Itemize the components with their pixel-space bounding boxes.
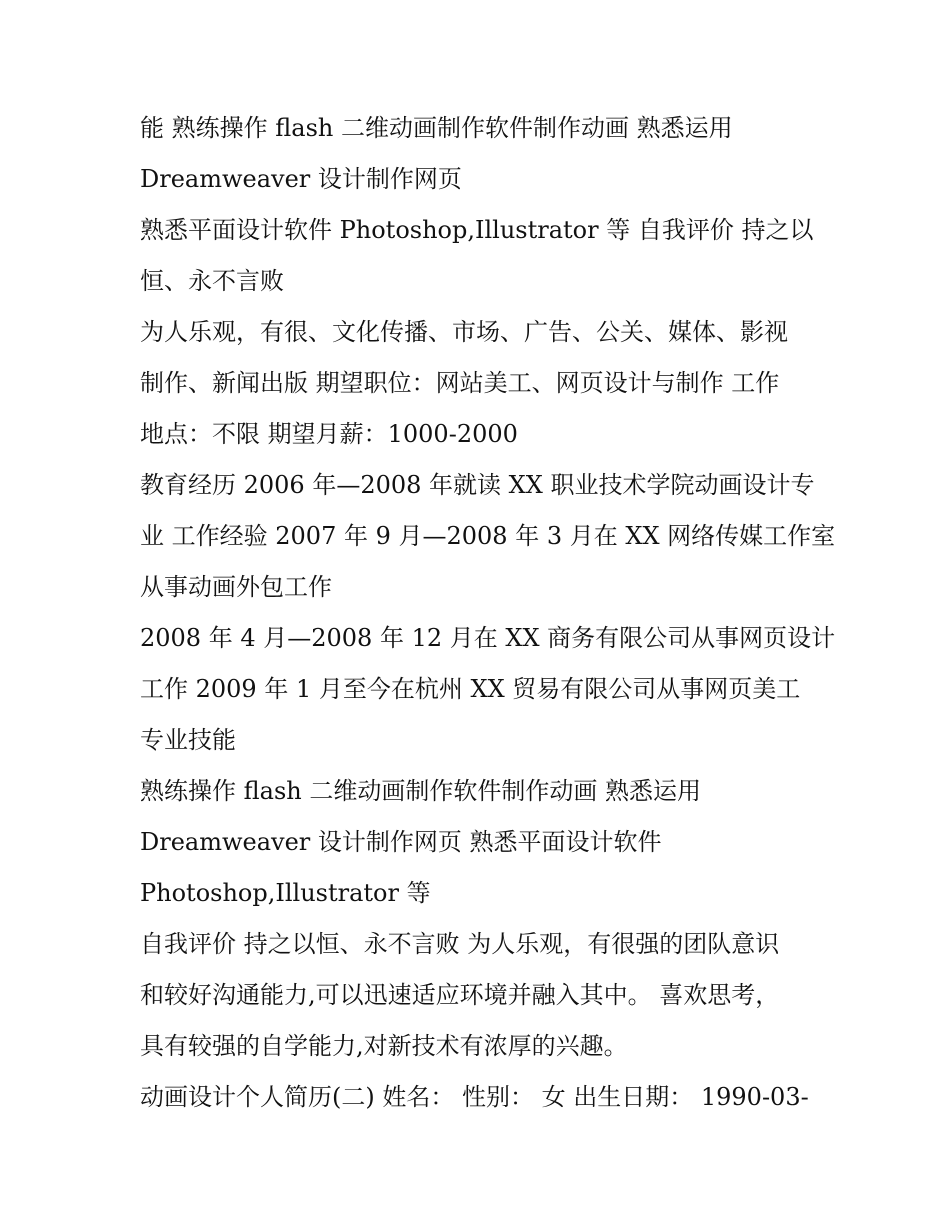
text-line: 动画设计个人简历(二) 姓名： 性别： 女 出生日期： 1990-03- xyxy=(140,1083,809,1111)
text-line: 从事动画外包工作 xyxy=(140,573,332,601)
text-line: 和较好沟通能力,可以迅速适应环境并融入其中。 喜欢思考， xyxy=(140,981,780,1009)
section-heading-skills: 专业技能 xyxy=(140,726,236,754)
text-line: 能 熟练操作 flash 二维动画制作软件制作动画 熟悉运用 xyxy=(140,114,733,142)
text-line: 工作 2009 年 1 月至今在杭州 XX 贸易有限公司从事网页美工 xyxy=(140,675,801,703)
text-line: 业 工作经验 2007 年 9 月—2008 年 3 月在 XX 网络传媒工作室 xyxy=(140,522,836,550)
text-line: 教育经历 2006 年—2008 年就读 XX 职业技术学院动画设计专 xyxy=(140,471,815,499)
text-line: Dreamweaver 设计制作网页 熟悉平面设计软件 xyxy=(140,828,662,856)
text-line: Dreamweaver 设计制作网页 xyxy=(140,165,462,193)
text-line: 为人乐观，有很、文化传播、市场、广告、公关、媒体、影视 xyxy=(140,318,788,346)
text-line: 地点：不限 期望月薪：1000-2000 xyxy=(140,420,518,448)
text-line: 熟练操作 flash 二维动画制作软件制作动画 熟悉运用 xyxy=(140,777,701,805)
text-line: 自我评价 持之以恒、永不言败 为人乐观，有很强的团队意识 xyxy=(140,930,780,958)
text-line: 制作、新闻出版 期望职位：网站美工、网页设计与制作 工作 xyxy=(140,369,780,397)
text-line: 熟悉平面设计软件 Photoshop,Illustrator 等 自我评价 持之以 xyxy=(140,216,814,244)
document-body xyxy=(140,103,840,1123)
text-line: 具有较强的自学能力,对新技术有浓厚的兴趣。 xyxy=(140,1032,628,1060)
text-line: Photoshop,Illustrator 等 xyxy=(140,879,431,907)
text-line: 恒、永不言败 xyxy=(140,267,284,295)
text-line: 2008 年 4 月—2008 年 12 月在 XX 商务有限公司从事网页设计 xyxy=(140,624,836,652)
